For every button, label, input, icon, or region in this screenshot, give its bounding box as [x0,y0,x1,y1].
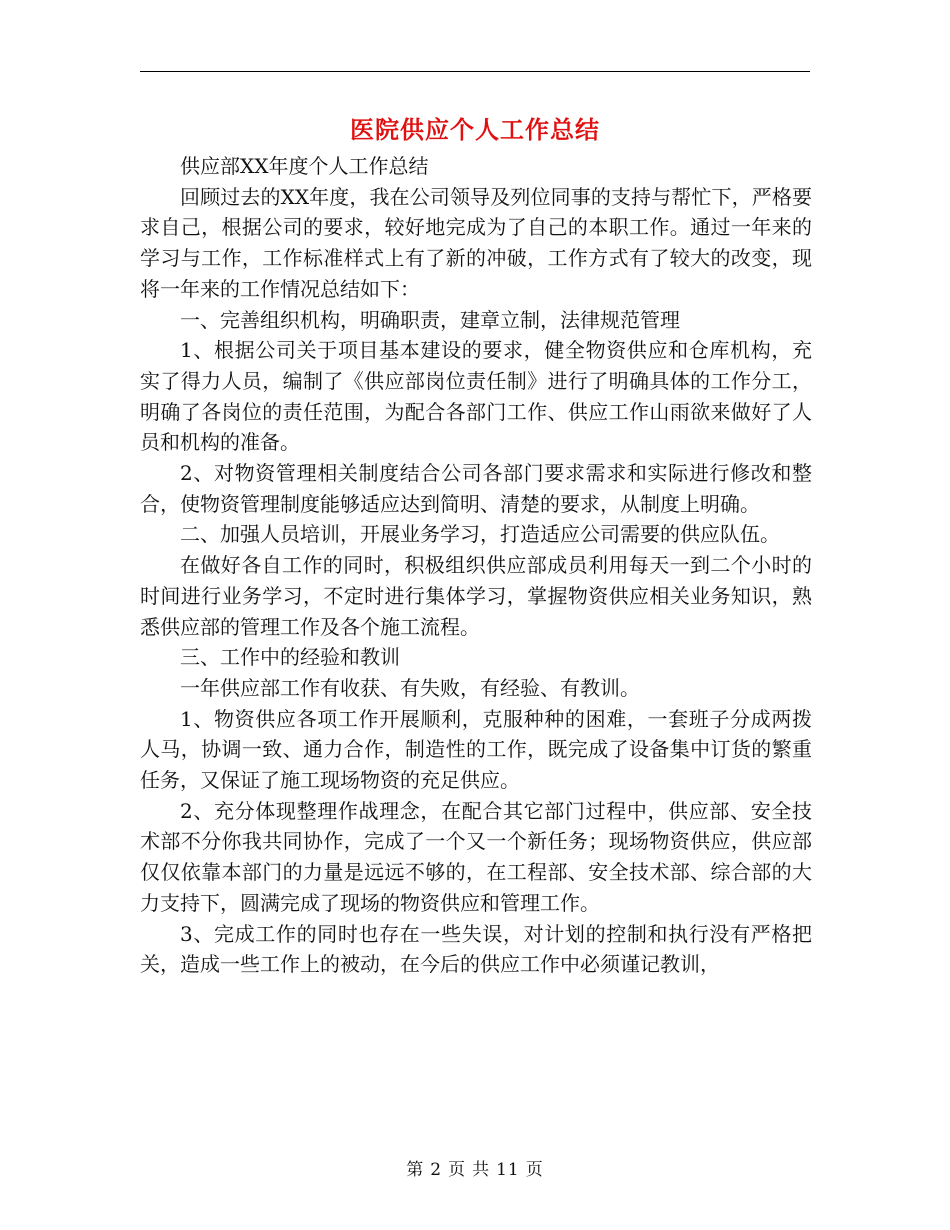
paragraph: 1、物资供应各项工作开展顺利，克服种种的困难，一套班子分成两拨人马，协调一致、通力合作，制造性的工作，既完成了设备集中订货的繁重任务，又保证了施工现场物资的充足供应。 [140,706,812,793]
paragraph: 在做好各自工作的同时，积极组织供应部成员利用每天一到二个小时的时间进行业务学习，不定时进行集体学习，掌握物资供应相关业务知识，熟悉供应部的管理工作及各个施工流程。 [140,553,812,639]
section-heading: 二、加强人员培训，开展业务学习，打造适应公司需要的供应队伍。 [180,522,780,547]
page-footer [0,1155,950,1180]
total-label: 共 [472,1160,491,1180]
paragraph: 一年供应部工作有收获、有失败，有经验、有教训。 [180,675,640,700]
document-body [140,151,812,980]
section-heading: 一、完善组织机构，明确职责，建章立制，法律规范管理 [180,307,680,332]
total-unit-label: 页 [525,1160,544,1180]
paragraph: 2、对物资管理相关制度结合公司各部门要求需求和实际进行修改和整合，使物资管理制度能够适应达到简明、清楚的要求，从制度上明确。 [140,461,812,516]
paragraph: 1、根据公司关于项目基本建设的要求，健全物资供应和仓库机构，充实了得力人员，编制了《供应部岗位责任制》进行了明确具体的工作分工，明确了各岗位的责任范围，为配合各部门工作、供应工作山雨欲来做好了人员和机构的准备。 [140,338,812,455]
document-title: 医院供应个人工作总结 [350,116,600,144]
paragraph: 供应部XX年度个人工作总结 [180,154,429,178]
header-rule [140,71,810,72]
page-label: 第 [406,1160,425,1180]
paragraph: 2、充分体现整理作战理念，在配合其它部门过程中，供应部、安全技术部不分你我共同协作，完成了一个又一个新任务；现场物资供应，供应部仅仅依靠本部门的力量是远远不够的，在工程部、安全技术部、综合部的大力支持下，圆满完成了现场的物资供应和管理工作。 [140,798,812,915]
page-unit-label: 页 [448,1160,467,1180]
section-heading: 三、工作中的经验和教训 [180,645,400,670]
paragraph: 3、完成工作的同时也存在一些失误，对计划的控制和执行没有严格把关，造成一些工作上的被动，在今后的供应工作中必须谨记教训， [140,921,812,977]
total-pages-number: 11 [496,1160,520,1180]
current-page-number: 2 [430,1160,443,1180]
paragraph: 回顾过去的XX年度，我在公司领导及列位同事的支持与帮忙下，严格要求自己，根据公司的要求，较好地完成为了自己的本职工作。通过一年来的学习与工作，工作标准样式上有了新的冲破，工作方式有了较大的改变，现将一年来的工作情况总结如下： [140,184,812,301]
